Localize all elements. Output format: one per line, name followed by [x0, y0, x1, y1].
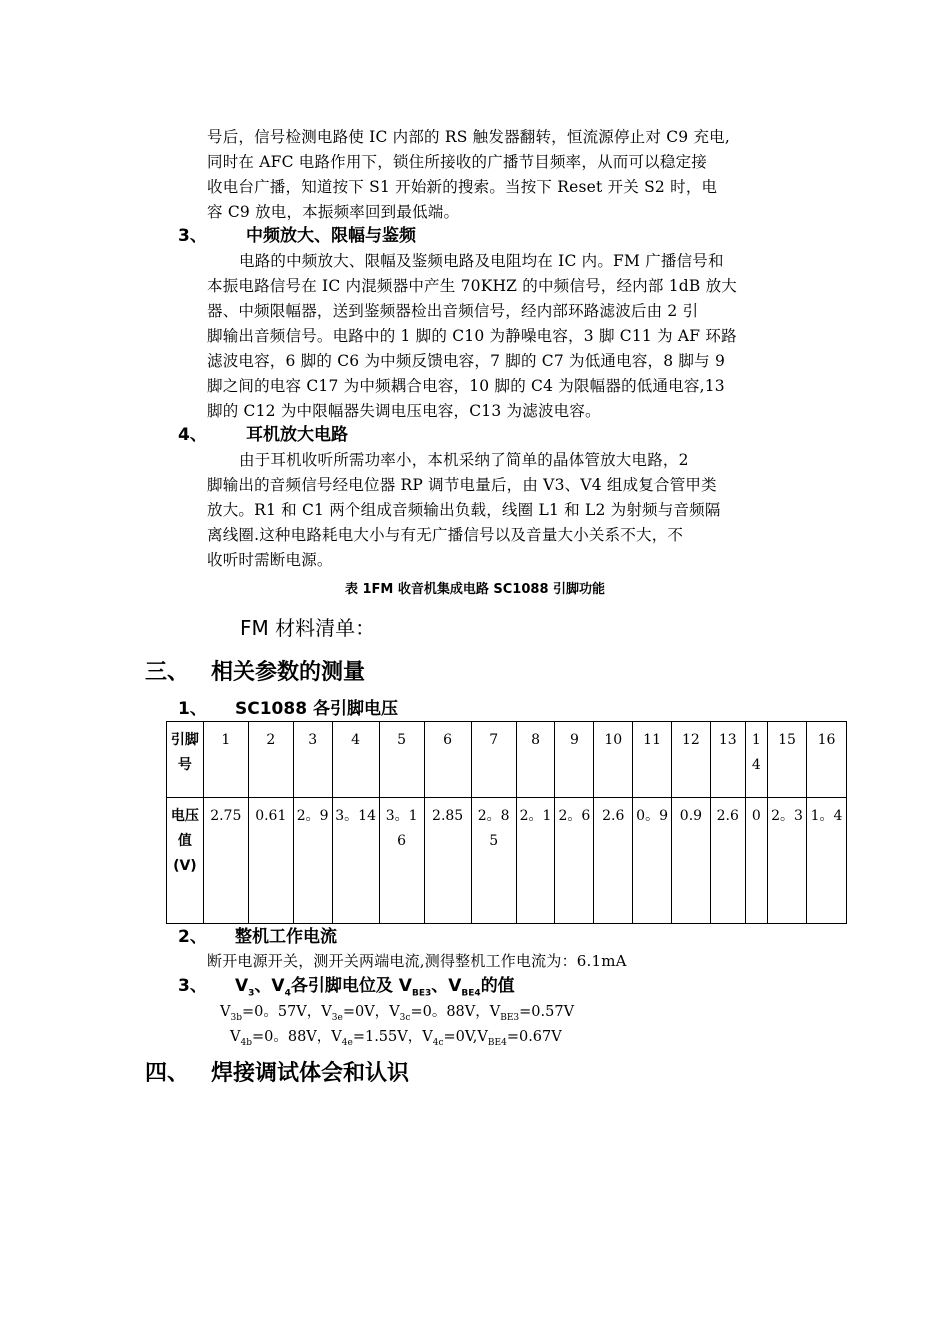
v3e-sub: 3e [331, 1012, 343, 1023]
section3-line-6: 脚之间的电容 C17 为中频耦合电容，10 脚的 C4 为限幅器的低通电容,13 [207, 377, 725, 395]
intro-line-2: 同时在 AFC 电路作用下，锁住所接收的广播节目频率，从而可以稳定接 [207, 153, 707, 171]
v3b-label: V [220, 1004, 231, 1020]
v4b-label: V [230, 1029, 241, 1045]
m3-title-sub: 3 [248, 988, 255, 999]
v4e-sub: 4e [341, 1037, 353, 1048]
pin-cell: 16 [806, 722, 846, 798]
pin-cell: 1 [203, 722, 248, 798]
pin-cell: 5 [379, 722, 424, 798]
table-caption: 表 1FM 收音机集成电路 SC1088 引脚功能 [344, 582, 606, 597]
pin-cell: 7 [471, 722, 516, 798]
v3c-label: V [389, 1004, 400, 1020]
section3-line-5: 滤波电容，6 脚的 C6 为中频反馈电容，7 脚的 C7 为低通电容，8 脚与 9 [207, 352, 726, 370]
voltage-cell: 3。14 [332, 798, 379, 924]
measure3-number: 3、 [178, 976, 207, 996]
section3-line-7: 脚的 C12 为中限幅器失调电压电容，C13 为滤波电容。 [207, 402, 601, 420]
voltage-cell: 0.61 [248, 798, 293, 924]
measure2-text: 断开电源开关，测开关两端电流,测得整机工作电流为：6.1mA [207, 952, 627, 970]
pin-cell: 12 [672, 722, 711, 798]
pin-cell: 15 [768, 722, 807, 798]
section3-line-3: 器、中频限幅器，送到鉴频器检出音频信号，经内部环路滤波后由 2 引 [207, 302, 699, 320]
v3c-sub: 3c [399, 1012, 411, 1023]
section4-line-1: 由于耳机收听所需功率小，本机采纳了简单的晶体管放大电路，2 [239, 451, 689, 469]
vbe4-sub: BE4 [487, 1037, 507, 1048]
m3-title-sub: 4 [284, 988, 291, 999]
v4c-label: V [422, 1029, 433, 1045]
m3-title-part: V [235, 976, 249, 996]
pin-row-header: 引脚号 [167, 722, 204, 798]
section4-line-5: 收听时需断电源。 [207, 551, 333, 569]
measure1-number: 1、 [178, 699, 207, 719]
voltage-cell: 2。9 [293, 798, 332, 924]
measure1-heading [178, 698, 578, 722]
section4-number: 4、 [178, 425, 207, 445]
v3b-sub: 3b [230, 1012, 242, 1023]
voltage-cell: 2.6 [594, 798, 633, 924]
pin-cell: 3 [293, 722, 332, 798]
v4b-sub: 4b [240, 1037, 252, 1048]
v4-values-line [230, 1025, 562, 1048]
pin-cell: 8 [516, 722, 555, 798]
voltage-cell: 2.75 [203, 798, 248, 924]
section3-line-4: 脚输出音频信号。电路中的 1 脚的 C10 为静噪电容，3 脚 C11 为 AF 环路 [207, 327, 737, 345]
section4-heading [178, 424, 578, 448]
vbe3-label: V [489, 1004, 501, 1020]
v3e-value: =0V， [342, 1004, 390, 1020]
voltage-cell: 2。1 [516, 798, 555, 924]
section3-title: 中频放大、限幅与鉴频 [246, 226, 416, 246]
voltage-row [167, 798, 847, 924]
chapter4-title: 焊接调试体会和认识 [211, 1061, 410, 1086]
pin-cell: 4 [332, 722, 379, 798]
fm-material-list-heading: FM 材料清单： [240, 616, 376, 640]
voltage-cell: 1。4 [806, 798, 846, 924]
pin-cell: 9 [555, 722, 594, 798]
v3c-value: =0。88V， [410, 1004, 490, 1020]
chapter4-heading [145, 1060, 645, 1090]
section3-line-1: 电路的中频放大、限幅及鉴频电路及电阻均在 IC 内。FM 广播信号和 [239, 252, 724, 270]
v4e-value: =1.55V， [352, 1029, 423, 1045]
pin-cell: 13 [710, 722, 745, 798]
measure2-heading [178, 926, 578, 950]
section3-line-2: 本振电路信号在 IC 内混频器中产生 70KHZ 的中频信号，经内部 1dB 放大 [207, 277, 738, 295]
intro-line-1: 号后，信号检测电路使 IC 内部的 RS 触发器翻转，恒流源停止对 C9 充电, [207, 128, 730, 146]
m3-title-part: 、V [431, 976, 462, 996]
intro-line-3: 收电台广播，知道按下 S1 开始新的搜索。当按下 Reset 开关 S2 时，电 [207, 178, 718, 196]
pin-number-row [167, 722, 847, 798]
pin-cell: 6 [424, 722, 471, 798]
vbe4-value: =0.67V [506, 1029, 562, 1045]
section4-line-4: 离线圈.这种电路耗电大小与有无广播信号以及音量大小关系不大，不 [207, 526, 684, 544]
voltage-cell: 0。9 [633, 798, 672, 924]
section3-heading [178, 225, 578, 249]
voltage-cell: 2。85 [471, 798, 516, 924]
pin-cell: 11 [633, 722, 672, 798]
v4c-sub: 4c [432, 1037, 444, 1048]
chapter3-number: 三、 [145, 660, 190, 685]
intro-line-4: 容 C9 放电，本振频率回到最低端。 [207, 203, 460, 221]
voltage-cell: 0.9 [672, 798, 711, 924]
m3-title-sub: BE4 [461, 988, 481, 999]
voltage-cell: 2.6 [710, 798, 745, 924]
section4-title: 耳机放大电路 [246, 425, 348, 445]
voltage-cell: 2。6 [555, 798, 594, 924]
chapter3-title: 相关参数的测量 [211, 660, 366, 685]
vbe3-value: =0.57V [519, 1004, 575, 1020]
pin-cell: 14 [745, 722, 767, 798]
measure1-title: SC1088 各引脚电压 [235, 699, 398, 719]
pin-voltage-table [166, 721, 847, 924]
v4e-label: V [331, 1029, 342, 1045]
section3-number: 3、 [178, 226, 207, 246]
v4b-value: =0。88V， [251, 1029, 332, 1045]
chapter4-number: 四、 [145, 1061, 190, 1086]
pin-cell: 10 [594, 722, 633, 798]
v3e-label: V [321, 1004, 332, 1020]
m3-title-sub: BE3 [411, 988, 432, 999]
voltage-row-header: 电压值(V) [167, 798, 204, 924]
voltage-cell: 2。3 [768, 798, 807, 924]
m3-title-part: 、V [254, 976, 285, 996]
voltage-cell: 0 [745, 798, 767, 924]
v4c-value: =0V, [443, 1029, 478, 1045]
chapter3-heading [145, 659, 645, 689]
section4-line-2: 脚输出的音频信号经电位器 RP 调节电量后，由 V3、V4 组成复合管甲类 [207, 476, 717, 494]
measure2-number: 2、 [178, 927, 207, 947]
m3-title-part: 的值 [480, 976, 515, 996]
vbe3-sub: BE3 [500, 1012, 520, 1023]
voltage-cell: 3。16 [379, 798, 424, 924]
measure2-title: 整机工作电流 [235, 927, 337, 947]
section4-line-3: 放大。R1 和 C1 两个组成音频输出负载，线圈 L1 和 L2 为射频与音频隔 [207, 501, 721, 519]
pin-cell: 2 [248, 722, 293, 798]
voltage-cell: 2.85 [424, 798, 471, 924]
v3-values-line [220, 1000, 574, 1023]
v3b-value: =0。57V， [241, 1004, 322, 1020]
vbe4-label: V [477, 1029, 488, 1045]
measure3-heading [178, 975, 678, 999]
m3-title-part: 各引脚电位及 V [290, 976, 412, 996]
